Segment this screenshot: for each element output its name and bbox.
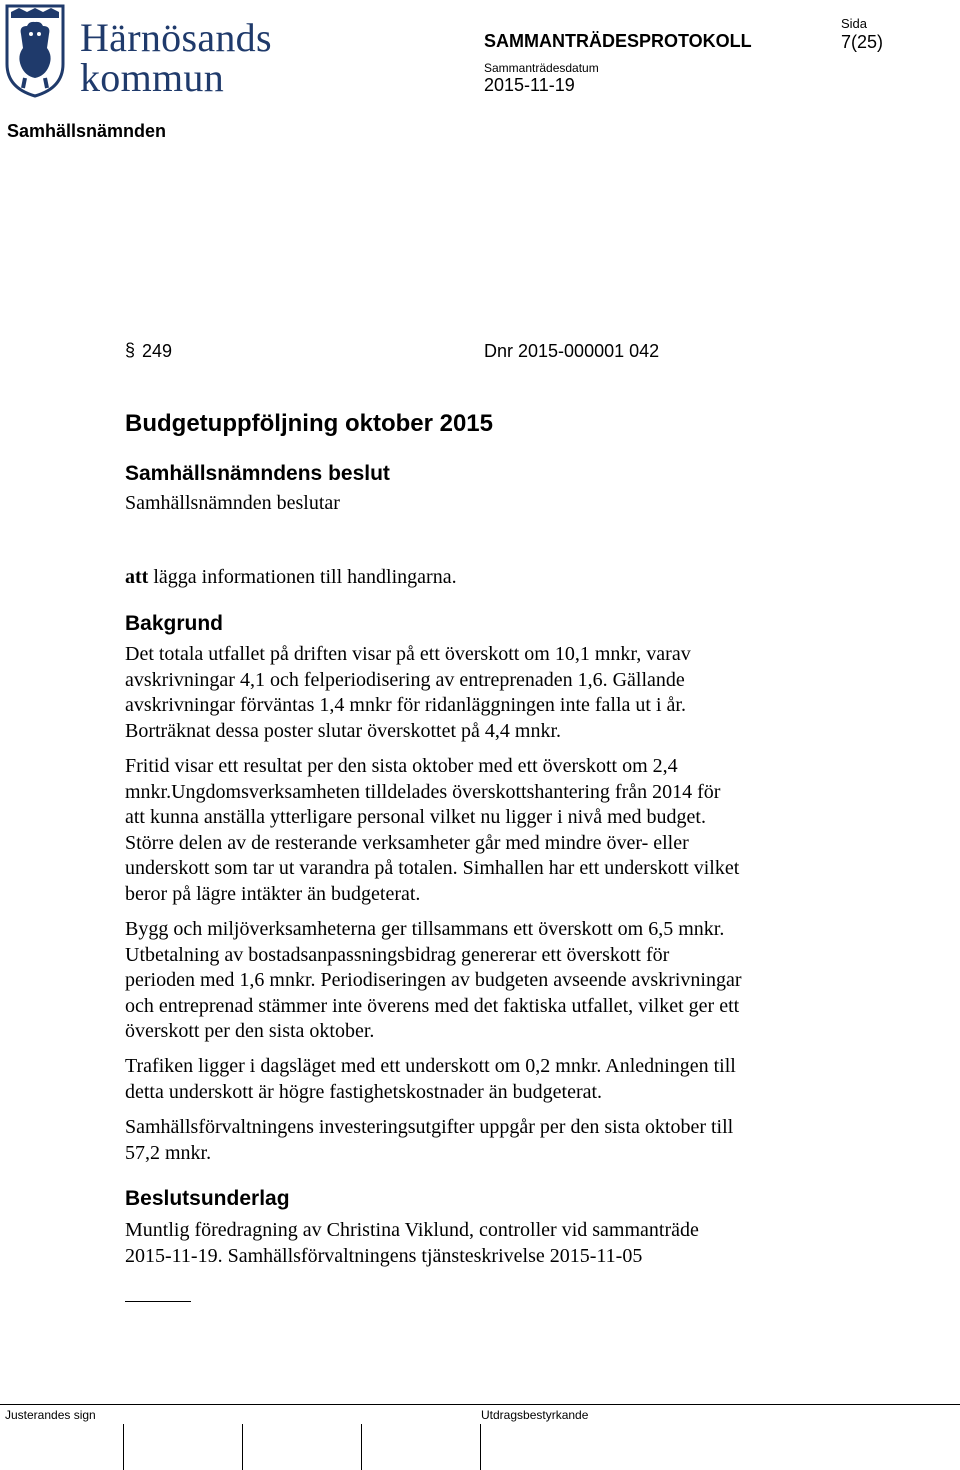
page-number: 7(25)	[841, 32, 884, 52]
signature-box-divider	[123, 1424, 124, 1470]
signature-box-divider	[242, 1424, 243, 1470]
case-number: Dnr 2015-000001 042	[484, 341, 660, 361]
background-paragraph-4	[125, 1054, 825, 1105]
item-number: 249	[142, 341, 173, 361]
meeting-date: 2015-11-19	[484, 75, 575, 95]
page-label: Sida	[841, 16, 868, 31]
text-line: Muntlig föredragning av Christina Viklund, controller vid sammanträde	[125, 1219, 699, 1241]
footer-copy-label: Utdragsbestyrkande	[481, 1408, 589, 1422]
text-line: avskrivningar 4,1 och felperiodisering av entreprenaden 1,6. Gällande	[125, 668, 685, 691]
background-paragraph-1	[125, 642, 825, 744]
text-line: Trafiken ligger i dagsläget med ett underskott om 0,2 mnkr. Anledningen till	[125, 1055, 736, 1077]
text-line: 2015-11-19. Samhällsförvaltningens tjänsteskrivelse 2015-11-05	[125, 1244, 643, 1267]
signature-box-divider	[361, 1424, 362, 1470]
text-line: beror på lägre intäkter än budgeterat.	[125, 882, 421, 905]
decision-text	[125, 566, 457, 589]
basis-heading: Beslutsunderlag	[125, 1187, 290, 1210]
org-name-line1: Härnösands	[80, 15, 272, 60]
text-line: 57,2 mnkr.	[125, 1141, 212, 1164]
text-line: Bygg och miljöverksamheterna ger tillsammans ett överskott om 6,5 mnkr.	[125, 918, 725, 940]
signature-box-divider	[480, 1424, 481, 1470]
decision-heading: Samhällsnämndens beslut	[125, 462, 390, 485]
committee-name: Samhällsnämnden	[7, 121, 167, 141]
decision-intro: Samhällsnämnden beslutar	[125, 492, 340, 514]
text-line: detta underskott är högre fastighetskostnader än budgeterat.	[125, 1080, 603, 1103]
text-line: Det totala utfallet på driften visar på ett överskott om 10,1 mnkr, varav	[125, 643, 691, 665]
background-heading: Bakgrund	[125, 612, 224, 635]
text-line: avskrivningar förväntas 1,4 mnkr för ridanläggningen inte falla ut i år.	[125, 694, 686, 716]
text-line: och entreprenad stämmer inte överens med det faktiska utfallet, vilket ger ett	[125, 994, 740, 1017]
meeting-date-label: Sammanträdesdatum	[484, 61, 599, 75]
text-line: Större delen av de resterande verksamheter går med mindre över- eller	[125, 831, 689, 854]
text-line: att kunna anställa ytterligare personal vilket nu ligger i nivå med budget.	[125, 806, 706, 828]
text-line: mnkr.Ungdomsverksamheten tilldelades överskottshantering från 2014 för	[125, 780, 721, 803]
footer-sign-label: Justerandes sign	[5, 1408, 96, 1422]
text-line: Borträknat dessa poster slutar överskottet på 4,4 mnkr.	[125, 719, 562, 742]
background-paragraph-3	[125, 917, 825, 1045]
document-type: SAMMANTRÄDESPROTOKOLL	[484, 31, 752, 51]
end-rule	[125, 1301, 191, 1302]
decision-body: lägga informationen till handlingarna.	[148, 566, 457, 588]
footer-divider	[0, 1404, 960, 1405]
text-line: Fritid visar ett resultat per den sista oktober med ett överskott om 2,4	[125, 755, 678, 777]
basis-text	[125, 1218, 825, 1269]
background-paragraph-2	[125, 754, 825, 907]
org-name-line2: kommun	[80, 55, 225, 100]
text-line: perioden med 1,6 mnkr. Periodiseringen av budgeten avseende avskrivningar	[125, 969, 742, 991]
item-title: Budgetuppföljning oktober 2015	[125, 410, 494, 437]
coat-of-arms-bear-icon	[5, 4, 65, 98]
text-line: Utbetalning av bostadsanpassningsbidrag genererar ett överskott för	[125, 943, 670, 966]
background-paragraph-5	[125, 1115, 825, 1166]
text-line: överskott per den sista oktober.	[125, 1020, 375, 1042]
paragraph-sign: §	[125, 340, 136, 360]
text-line: underskott som tar ut varandra på totalen. Simhallen har ett underskott vilket	[125, 857, 740, 879]
att-keyword: att	[125, 566, 149, 588]
text-line: Samhällsförvaltningens investeringsutgifter uppgår per den sista oktober till	[125, 1116, 734, 1138]
